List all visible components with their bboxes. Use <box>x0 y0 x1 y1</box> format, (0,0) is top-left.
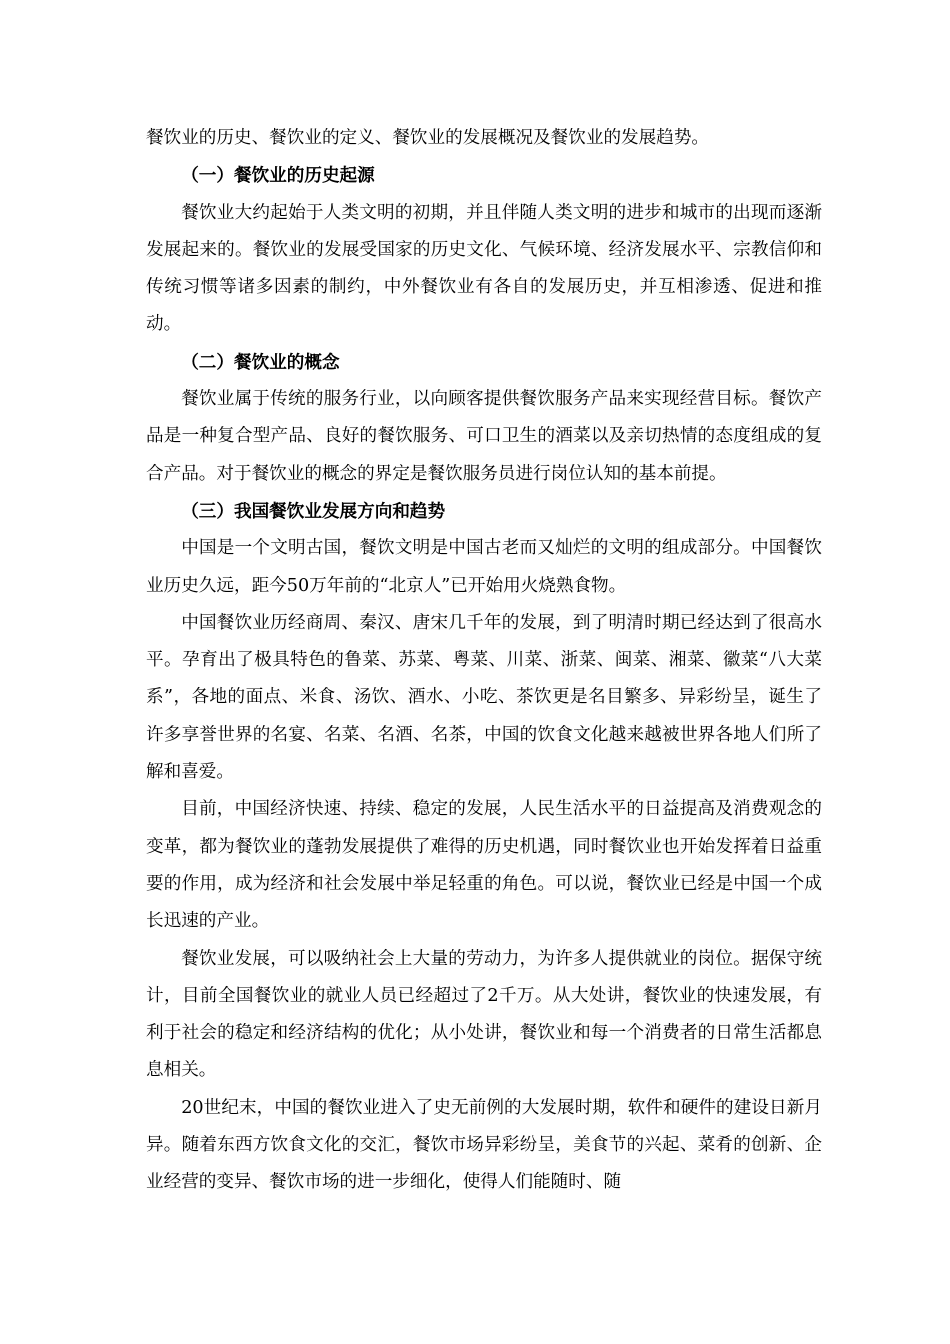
paragraph-history: 餐饮业大约起始于人类文明的初期，并且伴随人类文明的进步和城市的出现而逐渐发展起来的。餐饮业的发展受国家的历史文化、气候环境、经济发展水平、宗教信仰和传统习惯等诸多因素的制约，中外餐饮业有各自的发展历史，并互相渗透、促进和推动。 <box>146 202 822 335</box>
paragraph-20th-century: 20世纪末，中国的餐饮业进入了史无前例的大发展时期，软件和硬件的建设日新月异。随着东西方饮食文化的交汇，餐饮市场异彩纷呈，美食节的兴起、菜肴的创新、企业经营的变异、餐饮市场的进一步细化，使得人们能随时、随 <box>146 1097 822 1193</box>
section-heading-concept: （二）餐饮业的概念 <box>181 351 340 373</box>
paragraph-employment: 餐饮业发展，可以吸纳社会上大量的劳动力，为许多人提供就业的岗位。据保守统计，目前全国餐饮业的就业人员已经超过了2千万。从大处讲，餐饮业的快速发展，有利于社会的稳定和经济结构的优化；从小处讲，餐饮业和每一个消费者的日常生活都息息相关。 <box>146 948 822 1081</box>
paragraph-economy: 目前，中国经济快速、持续、稳定的发展，人民生活水平的日益提高及消费观念的变革，都为餐饮业的蓬勃发展提供了难得的历史机遇，同时餐饮业也开始发挥着日益重要的作用，成为经济和社会发展中举足轻重的角色。可以说，餐饮业已经是中国一个成长迅速的产业。 <box>146 799 822 932</box>
paragraph-intro: 餐饮业的历史、餐饮业的定义、餐饮业的发展概况及餐饮业的发展趋势。 <box>146 128 710 148</box>
section-heading-history: （一）餐饮业的历史起源 <box>181 165 375 187</box>
paragraph-concept: 餐饮业属于传统的服务行业，以向顾客提供餐饮服务产品来实现经营目标。餐饮产品是一种复合型产品、良好的餐饮服务、可口卫生的酒菜以及亲切热情的态度组成的复合产品。对于餐饮业的概念的界定是餐饮服务员进行岗位认知的基本前提。 <box>146 389 822 484</box>
paragraph-ancient-civilization: 中国是一个文明古国，餐饮文明是中国古老而又灿烂的文明的组成部分。中国餐饮业历史久远，距今50万年前的“北京人”已开始用火烧熟食物。 <box>146 538 822 596</box>
document-page <box>146 120 822 1202</box>
section-heading-trends: （三）我国餐饮业发展方向和趋势 <box>181 500 446 522</box>
paragraph-cuisines: 中国餐饮业历经商周、秦汉、唐宋几千年的发展，到了明清时期已经达到了很高水平。孕育出了极具特色的鲁菜、苏菜、粤菜、川菜、浙菜、闽菜、湘菜、徽菜“八大菜系”，各地的面点、米食、汤饮、酒水、小吃、茶饮更是名目繁多、异彩纷呈，诞生了许多享誉世界的名宴、名菜、名酒、名茶，中国的饮食文化越来越被世界各地人们所了解和喜爱。 <box>146 612 822 783</box>
